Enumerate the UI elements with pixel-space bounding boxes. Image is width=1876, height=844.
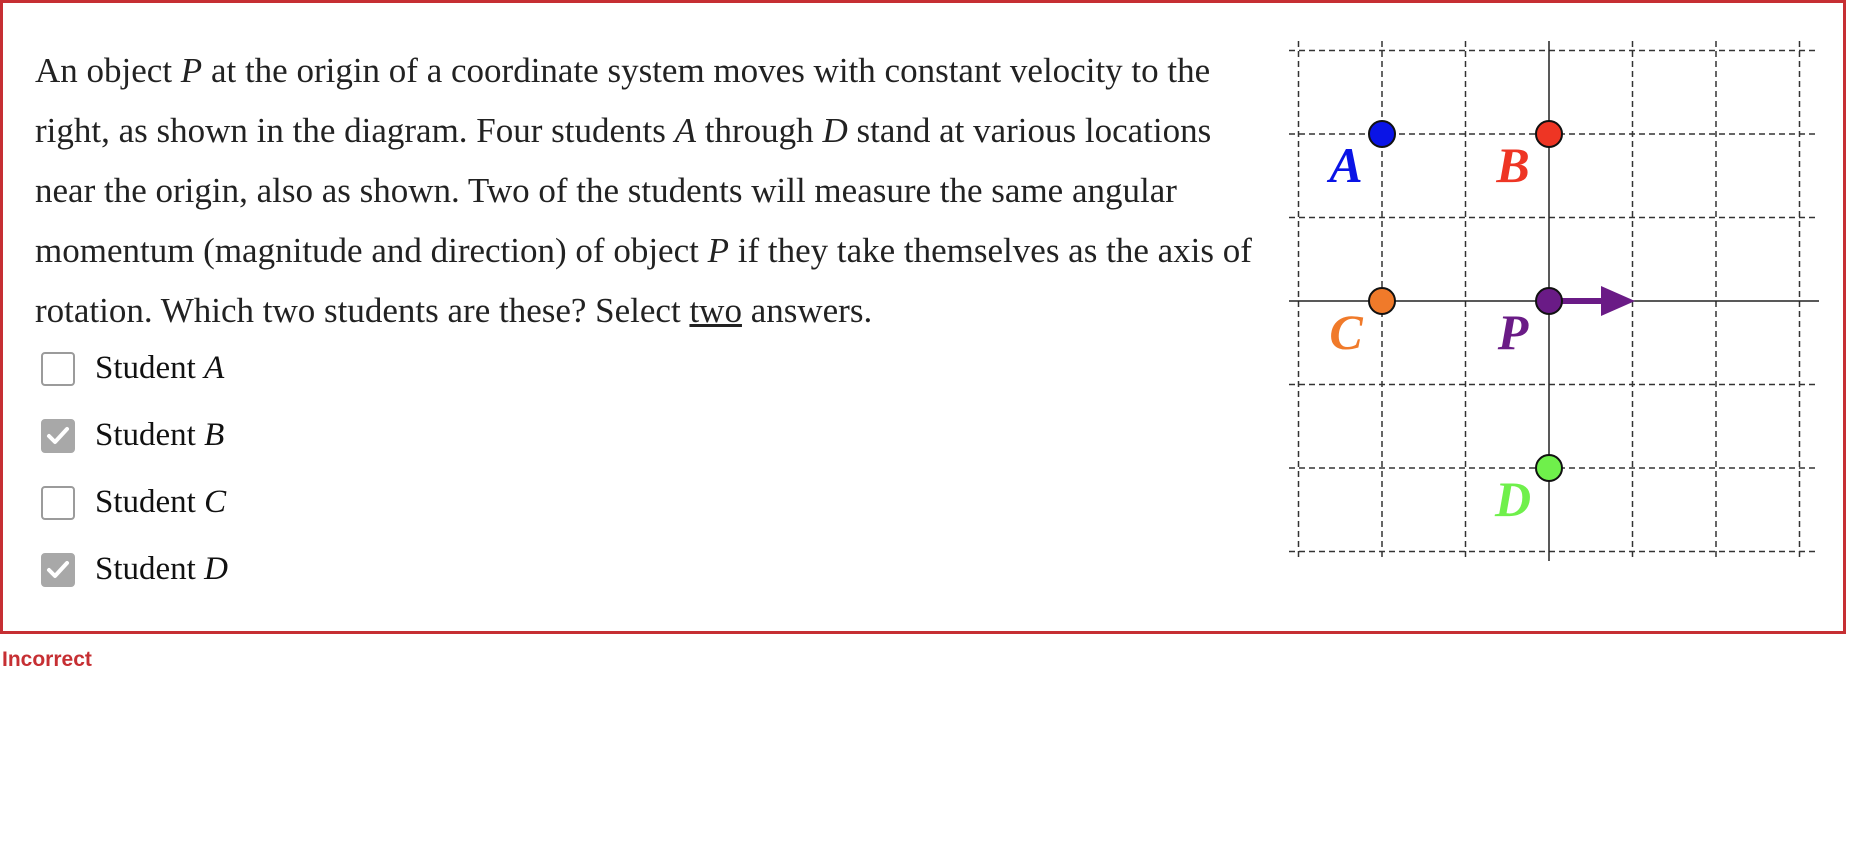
option-student-d[interactable]: [41, 536, 228, 603]
point-b: [1536, 121, 1562, 147]
question-text-part: at the origin of a coordinate system moves with constant velocity to the right, as shown in the diagram. Four students: [35, 51, 1211, 150]
answer-options: [41, 335, 228, 603]
point-d: [1536, 455, 1562, 481]
question-text-part: through: [696, 111, 823, 150]
option-label: [95, 484, 226, 521]
point-label-a: A: [1329, 137, 1363, 193]
option-letter: B: [204, 417, 225, 453]
student-a-symbol: A: [674, 111, 697, 150]
option-prefix: Student: [95, 350, 205, 386]
student-d-symbol: D: [822, 111, 848, 150]
feedback-status: Incorrect: [2, 648, 92, 671]
object-p-symbol: P: [707, 231, 729, 270]
checkbox[interactable]: [41, 553, 75, 587]
velocity-arrow-head: [1601, 286, 1635, 316]
point-c: [1369, 288, 1395, 314]
option-student-c[interactable]: [41, 469, 228, 536]
coordinate-diagram: [1279, 31, 1827, 571]
checkbox[interactable]: [41, 419, 75, 453]
point-p: [1536, 288, 1562, 314]
option-label: [95, 551, 228, 588]
option-letter: C: [204, 484, 227, 520]
option-prefix: Student: [95, 551, 205, 587]
point-a: [1369, 121, 1395, 147]
point-label-b: B: [1496, 137, 1530, 193]
question-text-part: answers.: [741, 291, 873, 330]
select-count-emphasis: two: [689, 291, 742, 330]
question-text-part: if they take themselves as the axis of rotation. Which two students are these? Select: [35, 231, 1252, 330]
checkbox[interactable]: [41, 486, 75, 520]
question-text-part: An object: [35, 51, 181, 90]
option-letter: D: [204, 551, 228, 587]
object-p-symbol: P: [180, 51, 203, 90]
option-label: [95, 417, 224, 454]
question-text-part: stand at various locations near the origin, also as shown. Two of the students will measure the same angular momentum (magnitude and direction) of object: [35, 111, 1212, 270]
option-letter: A: [204, 350, 225, 386]
option-prefix: Student: [95, 417, 205, 453]
checkmark-icon: [46, 560, 70, 580]
checkmark-icon: [46, 426, 70, 446]
point-label-p: P: [1497, 304, 1529, 360]
option-prefix: Student: [95, 484, 205, 520]
option-label: [95, 350, 224, 387]
option-student-b[interactable]: [41, 402, 228, 469]
checkbox[interactable]: [41, 352, 75, 386]
point-label-c: C: [1329, 304, 1363, 360]
option-student-a[interactable]: [41, 335, 228, 402]
point-label-d: D: [1494, 471, 1532, 527]
question-text: [35, 41, 1255, 341]
